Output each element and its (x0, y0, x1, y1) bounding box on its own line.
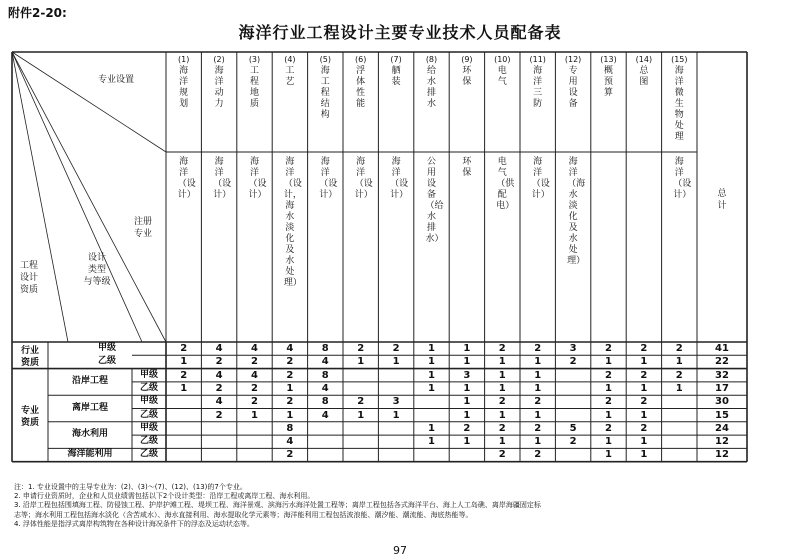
column-name: 海工程结构 (320, 66, 330, 120)
column-registered: 海洋（设计） (673, 157, 692, 200)
table-cell: 1 (534, 382, 542, 394)
table-cell: 2 (569, 436, 577, 448)
table-cell: 1 (498, 382, 506, 394)
table-cell: 1 (605, 449, 612, 461)
table-cell: 8 (286, 422, 294, 434)
row-subtype: 海水利用 (71, 429, 108, 440)
column-no: (10) (494, 55, 511, 64)
total-label-2: 计 (717, 201, 727, 211)
row-total: 32 (715, 369, 729, 381)
table-cell: 2 (286, 356, 294, 368)
table-cell: 4 (321, 409, 329, 421)
column-name: 海洋三防 (533, 66, 543, 109)
table-cell: 2 (534, 343, 542, 354)
table-cell: 1 (640, 409, 648, 421)
table-cell: 2 (498, 396, 506, 408)
table-cell: 2 (251, 356, 258, 368)
note-4: 4. 浮体性能是指浮式离岸构筑物在各种设计海况条件下的浮态及运动状态等。 (14, 519, 254, 528)
column-name: 舾装 (391, 66, 401, 87)
note-1: 注：1. 专业设置中的主导专业为：(2)、(3)～(7)、(12)、(13)的7个专业。 (14, 483, 247, 491)
table-cell: 1 (605, 409, 612, 421)
column-no: (4) (284, 55, 296, 64)
table-cell: 1 (498, 369, 506, 381)
column-name: 给水排水 (426, 66, 436, 109)
table-cell: 2 (357, 343, 365, 354)
column-name: 环保 (462, 66, 472, 87)
page-number: 97 (393, 544, 407, 557)
table-cell: 3 (463, 369, 471, 381)
table-cell: 8 (321, 369, 329, 381)
attachment-label: 附件2-20: (8, 6, 67, 20)
note-2: 2. 申请行业资质时，企业和人员业绩需包括以下2个设计类型：沿岸工程或离岸工程、海水利用。 (14, 492, 315, 501)
row-grade: 甲级 (139, 422, 158, 433)
table-cell: 2 (534, 396, 542, 408)
row-grade: 乙级 (139, 409, 158, 420)
table-cell: 1 (605, 436, 612, 448)
table-cell: 4 (286, 436, 294, 448)
table-cell: 1 (428, 436, 435, 448)
row-total: 12 (715, 436, 729, 448)
table-cell: 3 (569, 343, 577, 354)
table-cell: 2 (675, 343, 683, 354)
table-cell: 2 (357, 396, 365, 408)
table-cell: 2 (534, 422, 542, 434)
row-total: 30 (715, 396, 729, 408)
row-total: 22 (715, 356, 729, 368)
corner-design-type-2: 类型 (87, 265, 106, 275)
table-cell: 2 (675, 369, 683, 381)
table-cell: 2 (251, 382, 258, 394)
column-no: (7) (390, 55, 402, 64)
row-total: 41 (715, 343, 729, 354)
table-cell: 2 (498, 449, 506, 461)
column-name: 海洋微生物处理 (674, 66, 684, 142)
column-no: (11) (529, 55, 546, 64)
table-cell: 2 (392, 343, 400, 354)
table-cell: 2 (605, 396, 612, 408)
row-grade: 乙级 (139, 436, 158, 447)
row-subtype: 沿岸工程 (71, 376, 108, 387)
column-name: 工艺 (285, 66, 295, 87)
group-label-2: 资质 (20, 358, 39, 369)
table-cell: 2 (640, 369, 648, 381)
corner-registered-specialty-2: 专业 (133, 229, 152, 239)
row-grade: 乙级 (97, 356, 116, 367)
row-total: 15 (715, 409, 729, 421)
column-registered: 海洋（设计） (354, 157, 373, 200)
table-cell: 1 (428, 343, 435, 354)
column-name: 浮体性能 (356, 66, 366, 109)
column-no: (12) (564, 55, 582, 64)
table-cell: 2 (640, 343, 648, 354)
table-cell: 1 (640, 382, 648, 394)
group-label: 行业 (20, 346, 39, 357)
corner-specialty-setting: 专业设置 (97, 75, 134, 85)
table-cell: 1 (534, 436, 542, 448)
table-cell: 1 (498, 409, 506, 421)
group-label-2: 资质 (20, 418, 39, 429)
table-cell: 2 (286, 369, 294, 381)
column-name: 概预算 (603, 66, 613, 98)
note-3: 3. 沿岸工程包括围填海工程、防侵蚀工程、护岸护滩工程、堤坝工程、海洋景观、滨海污水海洋处置工程等；离岸工程包括各式海洋平台、海上人工岛礁、离岸海疆固定标 (14, 501, 541, 510)
column-registered: 海洋（设计） (319, 157, 338, 200)
table-cell: 1 (392, 409, 400, 421)
table-cell: 1 (286, 382, 294, 394)
table-cell: 1 (463, 436, 471, 448)
table-title: 海洋行业工程设计主要专业技术人员配备表 (238, 23, 562, 42)
table-cell: 1 (640, 449, 648, 461)
table-cell: 3 (392, 396, 400, 408)
table-cell: 1 (428, 382, 435, 394)
table-cell: 2 (463, 422, 471, 434)
column-name: 工程地质 (249, 66, 259, 109)
column-registered: 海洋（设计） (213, 157, 232, 200)
table-cell: 2 (215, 382, 223, 394)
table-cell: 2 (640, 396, 648, 408)
table-cell: 2 (569, 356, 577, 368)
column-registered: 海洋（海水淡化及水处理） (567, 157, 586, 266)
table-cell: 2 (640, 422, 648, 434)
corner-qualification-1: 工程 (19, 261, 38, 271)
table-cell: 2 (286, 449, 294, 461)
row-grade: 甲级 (139, 369, 158, 380)
table-cell: 5 (569, 422, 577, 434)
table-cell: 2 (498, 422, 506, 434)
table-cell: 4 (215, 343, 223, 354)
column-no: (3) (248, 55, 261, 64)
table-cell: 1 (640, 436, 648, 448)
column-no: (14) (635, 55, 653, 64)
table-cell: 2 (180, 369, 188, 381)
column-name: 海洋动力 (214, 66, 224, 109)
table-cell: 1 (180, 382, 188, 394)
table-cell: 1 (428, 356, 435, 368)
column-no: (2) (213, 55, 225, 64)
group-label: 专业 (20, 406, 39, 417)
corner-registered-specialty: 注册 (133, 217, 152, 227)
table-cell: 1 (534, 356, 542, 368)
table-cell: 1 (357, 409, 365, 421)
table-cell: 2 (605, 343, 612, 354)
table-cell: 4 (215, 369, 223, 381)
table-cell: 1 (605, 356, 612, 368)
table-cell: 1 (675, 382, 683, 394)
table-cell: 1 (357, 356, 365, 368)
table-cell: 1 (428, 422, 435, 434)
table-cell: 4 (286, 343, 294, 354)
table-cell: 1 (498, 436, 506, 448)
corner-design-type: 设计 (87, 253, 106, 263)
table-cell: 1 (463, 382, 471, 394)
column-registered: 海洋（设计） (390, 157, 409, 200)
column-registered: 电气（供配电） (496, 157, 515, 211)
table-cell: 1 (428, 369, 435, 381)
table-cell: 1 (392, 356, 400, 368)
column-registered: 公用设备（给水排水） (425, 157, 444, 244)
column-no: (15) (671, 55, 688, 64)
column-no: (5) (319, 55, 331, 64)
table-cell: 2 (180, 343, 188, 354)
table-cell: 1 (534, 369, 542, 381)
table-cell: 1 (675, 356, 683, 368)
column-name: 海洋规划 (179, 66, 189, 109)
column-name: 电气 (497, 66, 507, 87)
column-registered: 海洋（设计） (248, 157, 267, 200)
row-grade: 甲级 (97, 343, 116, 353)
row-grade: 甲级 (139, 396, 158, 407)
column-no: (1) (178, 55, 190, 64)
table-cell: 2 (498, 343, 506, 354)
table-cell: 1 (498, 356, 506, 368)
table-cell: 2 (286, 396, 294, 408)
table-cell: 4 (251, 369, 258, 381)
row-total: 12 (715, 449, 729, 461)
column-no: (6) (355, 55, 367, 64)
row-subtype: 海洋能利用 (67, 449, 113, 460)
table-cell: 1 (286, 409, 294, 421)
table-cell: 1 (605, 382, 612, 394)
row-grade: 乙级 (139, 382, 158, 393)
note-3-cont: 志等；海水利用工程包括海水淡化（含苦咸水）、海水直接利用、海水提取化学元素等；海洋能利用工程包括波浪能、潮汐能、潮流能、海底热能等。 (14, 510, 473, 519)
table-cell: 2 (215, 409, 223, 421)
table-cell: 1 (463, 409, 471, 421)
table-cell: 1 (463, 356, 471, 368)
column-registered: 海洋（设计，海水淡化及水处理） (283, 157, 302, 288)
column-registered: 海洋（设计） (531, 157, 550, 200)
corner-qualification-3: 资质 (19, 285, 38, 295)
table-cell: 2 (605, 369, 612, 381)
row-grade: 乙级 (139, 449, 158, 460)
row-subtype: 离岸工程 (71, 402, 108, 413)
table-cell: 1 (463, 396, 471, 408)
table-cell: 4 (321, 356, 329, 368)
table-cell: 2 (251, 396, 258, 408)
total-label: 总 (717, 189, 727, 199)
table-cell: 2 (534, 449, 542, 461)
table-cell: 4 (251, 343, 258, 354)
corner-grade: 与等级 (83, 277, 111, 287)
table-cell: 4 (321, 382, 329, 394)
table-cell: 1 (534, 409, 542, 421)
table-cell: 4 (215, 396, 223, 408)
table-cell: 1 (251, 409, 258, 421)
table-cell: 1 (640, 356, 648, 368)
table-cell: 1 (463, 343, 471, 354)
footnotes (14, 483, 794, 529)
column-no: (13) (600, 55, 617, 64)
row-total: 17 (715, 382, 729, 394)
column-name: 专用设备 (568, 66, 578, 109)
corner-qualification-2: 设计 (19, 273, 38, 283)
table-cell: 1 (180, 356, 188, 368)
column-no: (8) (425, 55, 438, 64)
column-name: 总图 (639, 66, 649, 87)
table-cell: 2 (605, 422, 612, 434)
table-cell: 8 (321, 396, 329, 408)
table-cell: 2 (215, 356, 223, 368)
row-total: 24 (715, 422, 729, 434)
column-no: (9) (461, 55, 473, 64)
table-cell: 8 (321, 343, 329, 354)
column-registered: 环保 (462, 157, 472, 178)
column-registered: 海洋（设计） (177, 157, 196, 200)
